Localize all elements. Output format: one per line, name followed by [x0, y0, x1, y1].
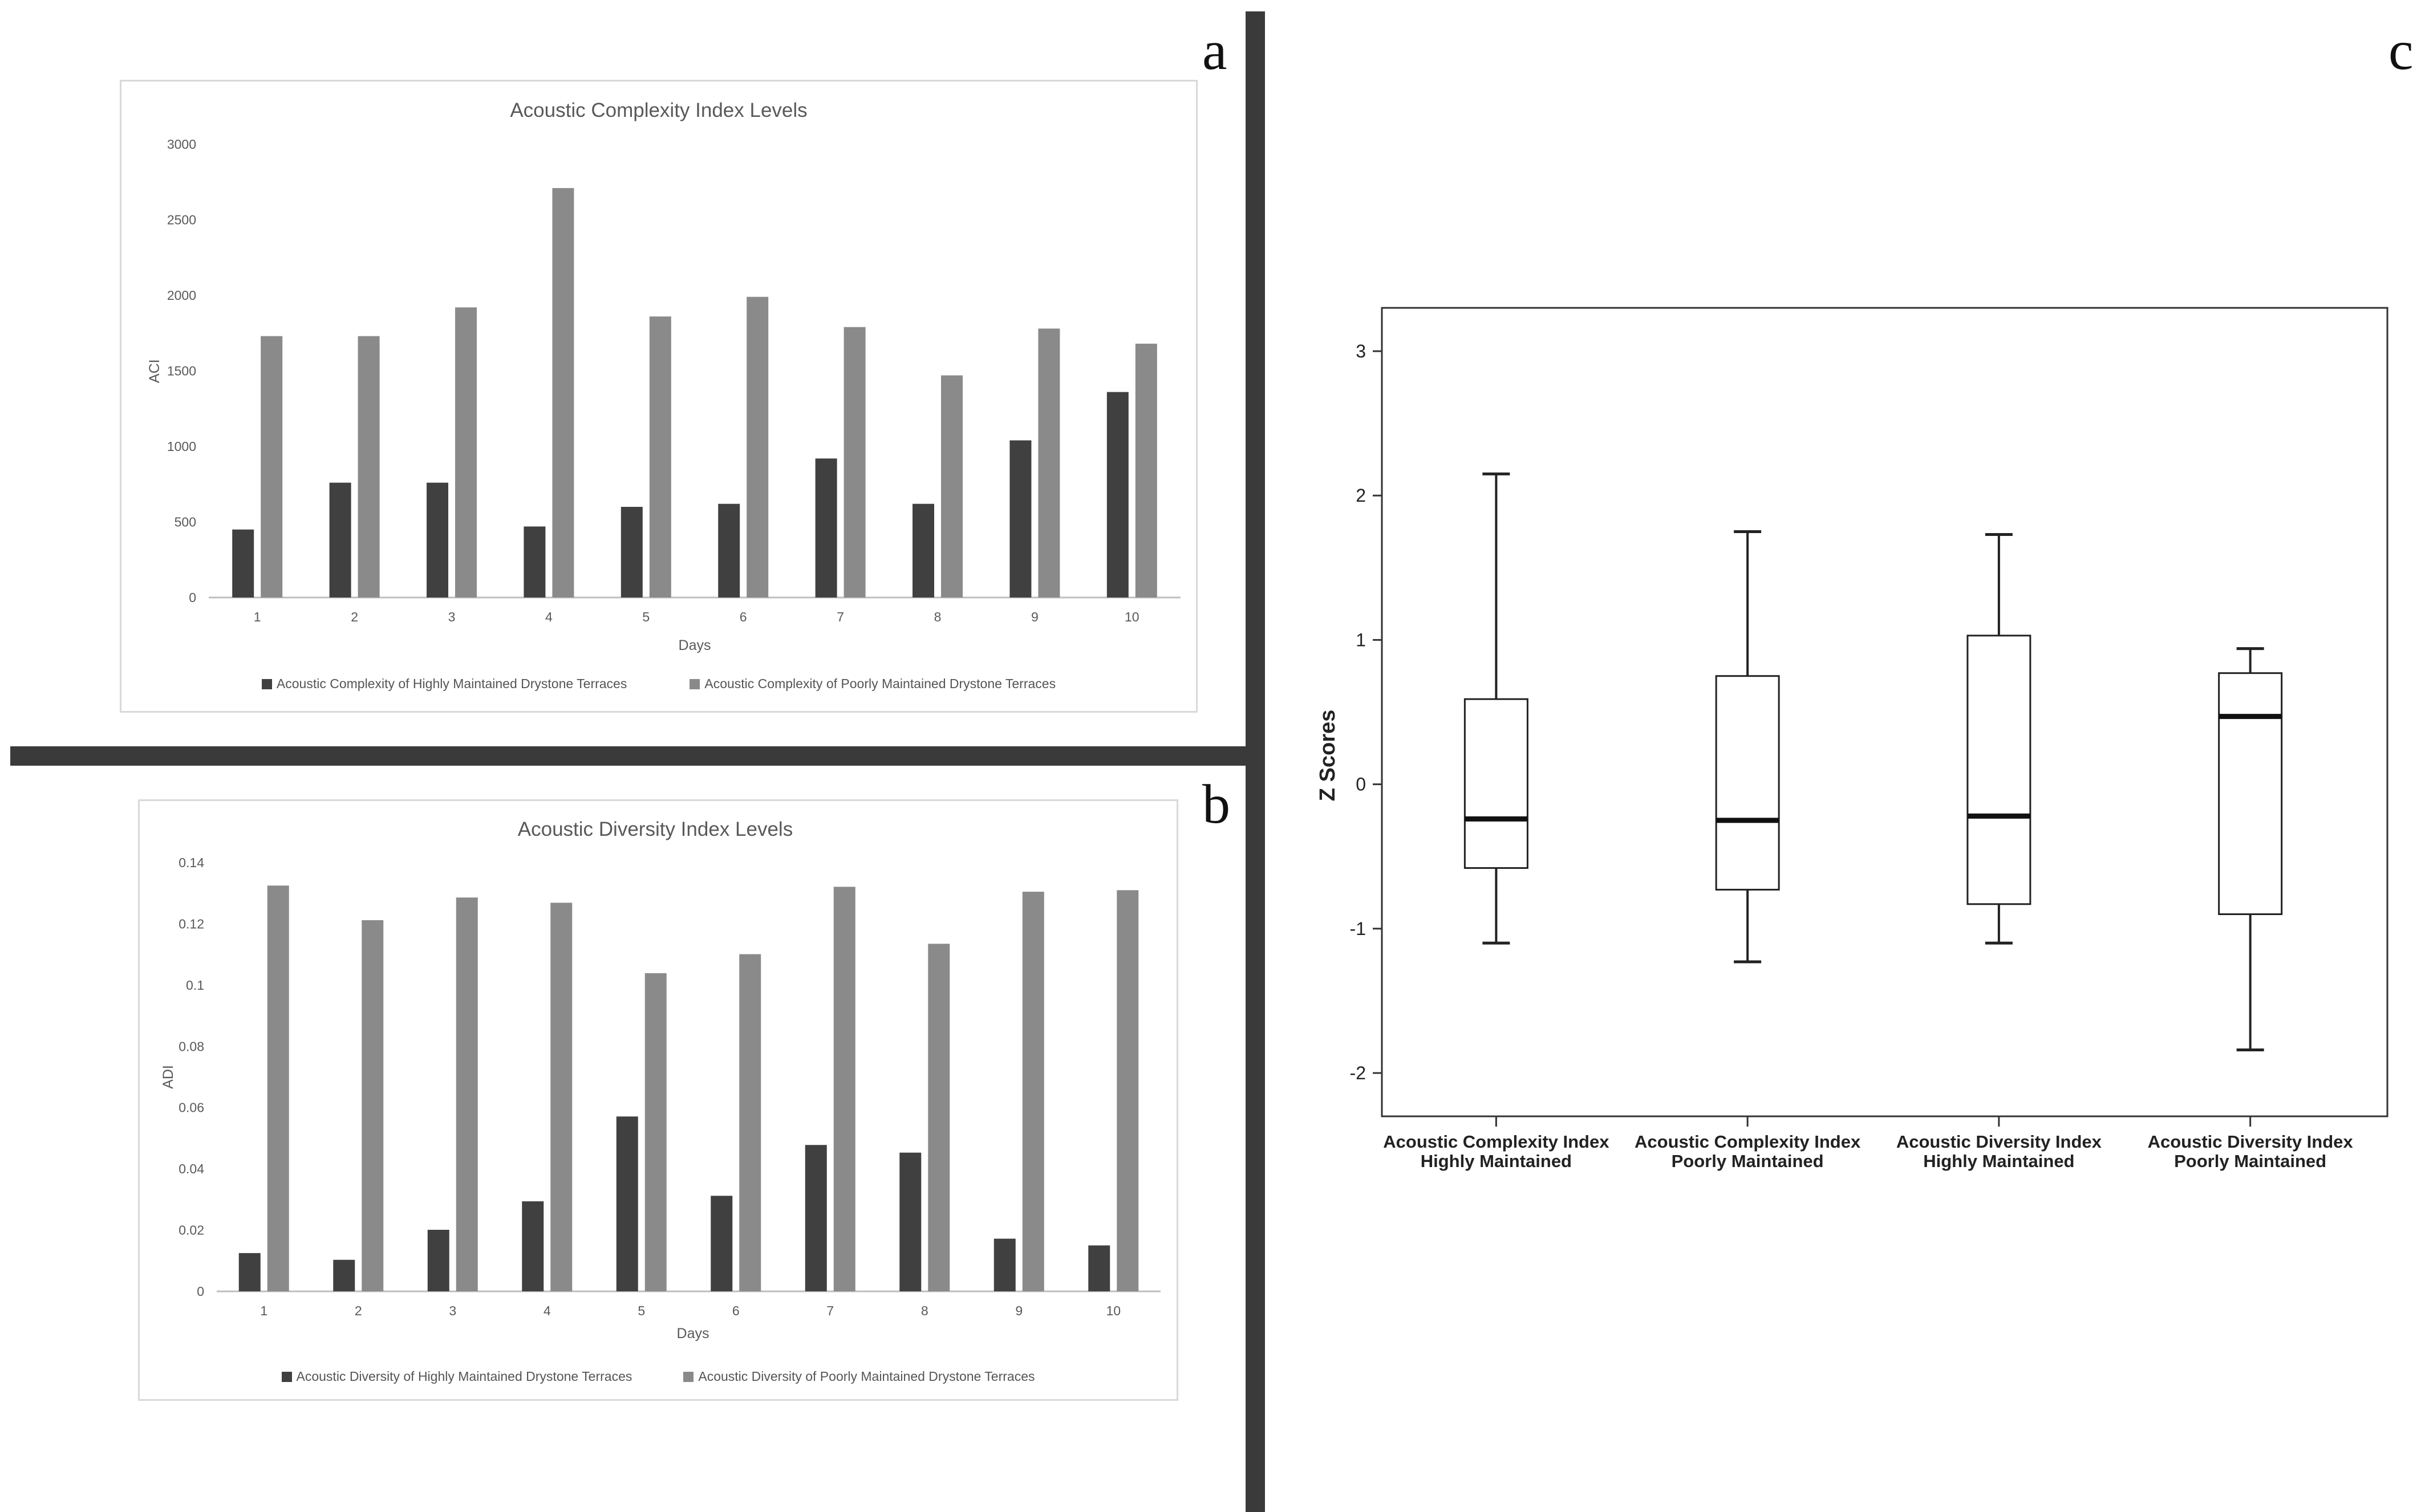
bar-highly-maintained [330, 483, 351, 598]
x-tick-label: 4 [543, 1303, 551, 1318]
legend-label: Acoustic Complexity of Poorly Maintained Drystone Terraces [704, 676, 1056, 691]
bar-poorly-maintained [456, 897, 478, 1291]
y-tick-label: -1 [1349, 918, 1366, 939]
panel-label-c: c [2389, 20, 2414, 82]
bar-poorly-maintained [550, 903, 572, 1291]
x-category-label: Poorly Maintained [1671, 1151, 1824, 1171]
legend-item-poorly [690, 676, 1056, 692]
y-tick-label: 1000 [167, 439, 196, 454]
y-tick-label: 1 [1356, 629, 1366, 651]
y-tick-label: 3 [1356, 340, 1366, 361]
bar-highly-maintained [899, 1153, 921, 1291]
bar-poorly-maintained [739, 954, 761, 1291]
chart-b-frame [138, 799, 1178, 1401]
bar-highly-maintained [1088, 1245, 1110, 1291]
y-tick-label: 2 [1356, 485, 1366, 506]
bar-poorly-maintained [267, 885, 289, 1291]
y-tick-label: 0 [189, 590, 196, 605]
bar-poorly-maintained [552, 188, 574, 598]
legend-item-highly [262, 676, 627, 692]
bar-highly-maintained [522, 1201, 544, 1291]
horizontal-divider [10, 746, 1265, 766]
x-tick-label: 10 [1106, 1303, 1121, 1318]
y-tick-label: 500 [174, 514, 196, 530]
bar-highly-maintained [333, 1260, 355, 1291]
y-axis-label: ADI [160, 1065, 176, 1089]
y-tick-label: 0.14 [179, 855, 204, 870]
x-axis-label: Days [678, 637, 711, 653]
x-tick-label: 6 [739, 609, 747, 624]
legend-label: Acoustic Diversity of Poorly Maintained Drystone Terraces [698, 1369, 1035, 1384]
bar-highly-maintained [617, 1116, 638, 1291]
x-category-label: Acoustic Complexity Index [1635, 1132, 1861, 1152]
bar-poorly-maintained [844, 327, 866, 598]
bar-highly-maintained [718, 504, 740, 598]
bar-poorly-maintained [928, 944, 950, 1291]
bar-poorly-maintained [645, 973, 667, 1291]
x-tick-label: 9 [1015, 1303, 1023, 1318]
bar-poorly-maintained [358, 336, 380, 598]
x-category-label: Highly Maintained [1923, 1151, 2075, 1171]
legend-item-highly [282, 1369, 632, 1384]
bar-poorly-maintained [834, 887, 855, 1291]
x-tick-label: 3 [448, 609, 456, 624]
bar-poorly-maintained [747, 297, 768, 598]
bar-highly-maintained [816, 458, 837, 598]
bar-highly-maintained [428, 1230, 449, 1291]
bar-highly-maintained [239, 1253, 261, 1291]
bar-highly-maintained [524, 526, 545, 598]
bar-poorly-maintained [1038, 328, 1060, 598]
aci-bar-chart [121, 82, 1196, 711]
box-iqr [1716, 676, 1779, 890]
x-tick-label: 7 [826, 1303, 834, 1318]
x-tick-label: 9 [1031, 609, 1039, 624]
y-tick-label: 0.06 [179, 1100, 204, 1115]
chart-a-legend [121, 676, 1196, 692]
bar-highly-maintained [994, 1239, 1016, 1291]
bar-poorly-maintained [1136, 344, 1157, 598]
chart-title: Acoustic Diversity Index Levels [517, 818, 793, 840]
bar-poorly-maintained [1023, 892, 1044, 1291]
box-iqr [2219, 673, 2282, 914]
bar-poorly-maintained [941, 375, 963, 598]
x-tick-label: 4 [545, 609, 553, 624]
x-tick-label: 3 [449, 1303, 457, 1318]
y-tick-label: 0 [1356, 774, 1366, 795]
bar-highly-maintained [1107, 392, 1129, 598]
y-tick-label: 1500 [167, 363, 196, 379]
y-tick-label: 0.12 [179, 916, 204, 932]
chart-a-frame [120, 80, 1198, 713]
x-tick-label: 1 [260, 1303, 268, 1318]
bar-highly-maintained [711, 1196, 732, 1291]
legend-swatch-poorly [690, 679, 700, 689]
y-axis-label: ACI [147, 359, 163, 383]
bar-highly-maintained [232, 530, 254, 598]
box-iqr [1465, 699, 1527, 868]
x-tick-label: 6 [732, 1303, 740, 1318]
x-category-label: Acoustic Complexity Index [1383, 1132, 1609, 1152]
x-axis-label: Days [676, 1326, 709, 1342]
y-tick-label: -2 [1349, 1063, 1366, 1084]
x-category-label: Acoustic Diversity Index [1896, 1132, 2102, 1152]
panel-label-b: b [1202, 774, 1230, 835]
bar-highly-maintained [913, 504, 934, 598]
bar-poorly-maintained [1117, 890, 1138, 1291]
legend-item-poorly [683, 1369, 1035, 1384]
z-score-box-plot [1278, 274, 2412, 1209]
legend-swatch-highly [282, 1372, 292, 1382]
bar-highly-maintained [1009, 440, 1031, 598]
bar-highly-maintained [427, 483, 448, 598]
y-tick-label: 0.1 [186, 977, 204, 993]
bar-highly-maintained [805, 1145, 827, 1291]
y-tick-label: 0.08 [179, 1039, 204, 1054]
bar-poorly-maintained [362, 920, 383, 1291]
x-tick-label: 10 [1125, 609, 1140, 624]
x-tick-label: 2 [354, 1303, 362, 1318]
bar-highly-maintained [621, 507, 643, 598]
bar-poorly-maintained [455, 307, 477, 598]
x-tick-label: 8 [920, 1303, 928, 1318]
adi-bar-chart [140, 801, 1177, 1399]
chart-b-legend [140, 1369, 1177, 1384]
x-tick-label: 8 [934, 609, 942, 624]
legend-label: Acoustic Complexity of Highly Maintained Drystone Terraces [276, 676, 627, 691]
chart-title: Acoustic Complexity Index Levels [510, 99, 808, 121]
bar-poorly-maintained [650, 316, 671, 598]
panel-label-a: a [1202, 20, 1227, 82]
y-tick-label: 3000 [167, 137, 196, 152]
legend-label: Acoustic Diversity of Highly Maintained Drystone Terraces [296, 1369, 632, 1384]
y-axis-label: Z Scores [1316, 709, 1340, 802]
x-tick-label: 7 [837, 609, 844, 624]
x-tick-label: 5 [642, 609, 650, 624]
legend-swatch-highly [262, 679, 272, 689]
box-iqr [1968, 636, 2030, 904]
y-tick-label: 0.02 [179, 1222, 204, 1238]
y-tick-label: 2500 [167, 212, 196, 227]
y-tick-label: 0 [197, 1284, 204, 1299]
x-category-label: Acoustic Diversity Index [2147, 1132, 2353, 1152]
x-category-label: Highly Maintained [1420, 1151, 1572, 1171]
y-tick-label: 0.04 [179, 1161, 204, 1177]
x-category-label: Poorly Maintained [2174, 1151, 2327, 1171]
bar-poorly-maintained [261, 336, 282, 598]
x-tick-label: 5 [638, 1303, 646, 1318]
x-tick-label: 1 [253, 609, 261, 624]
x-tick-label: 2 [351, 609, 358, 624]
legend-swatch-poorly [683, 1372, 694, 1382]
y-tick-label: 2000 [167, 288, 196, 303]
